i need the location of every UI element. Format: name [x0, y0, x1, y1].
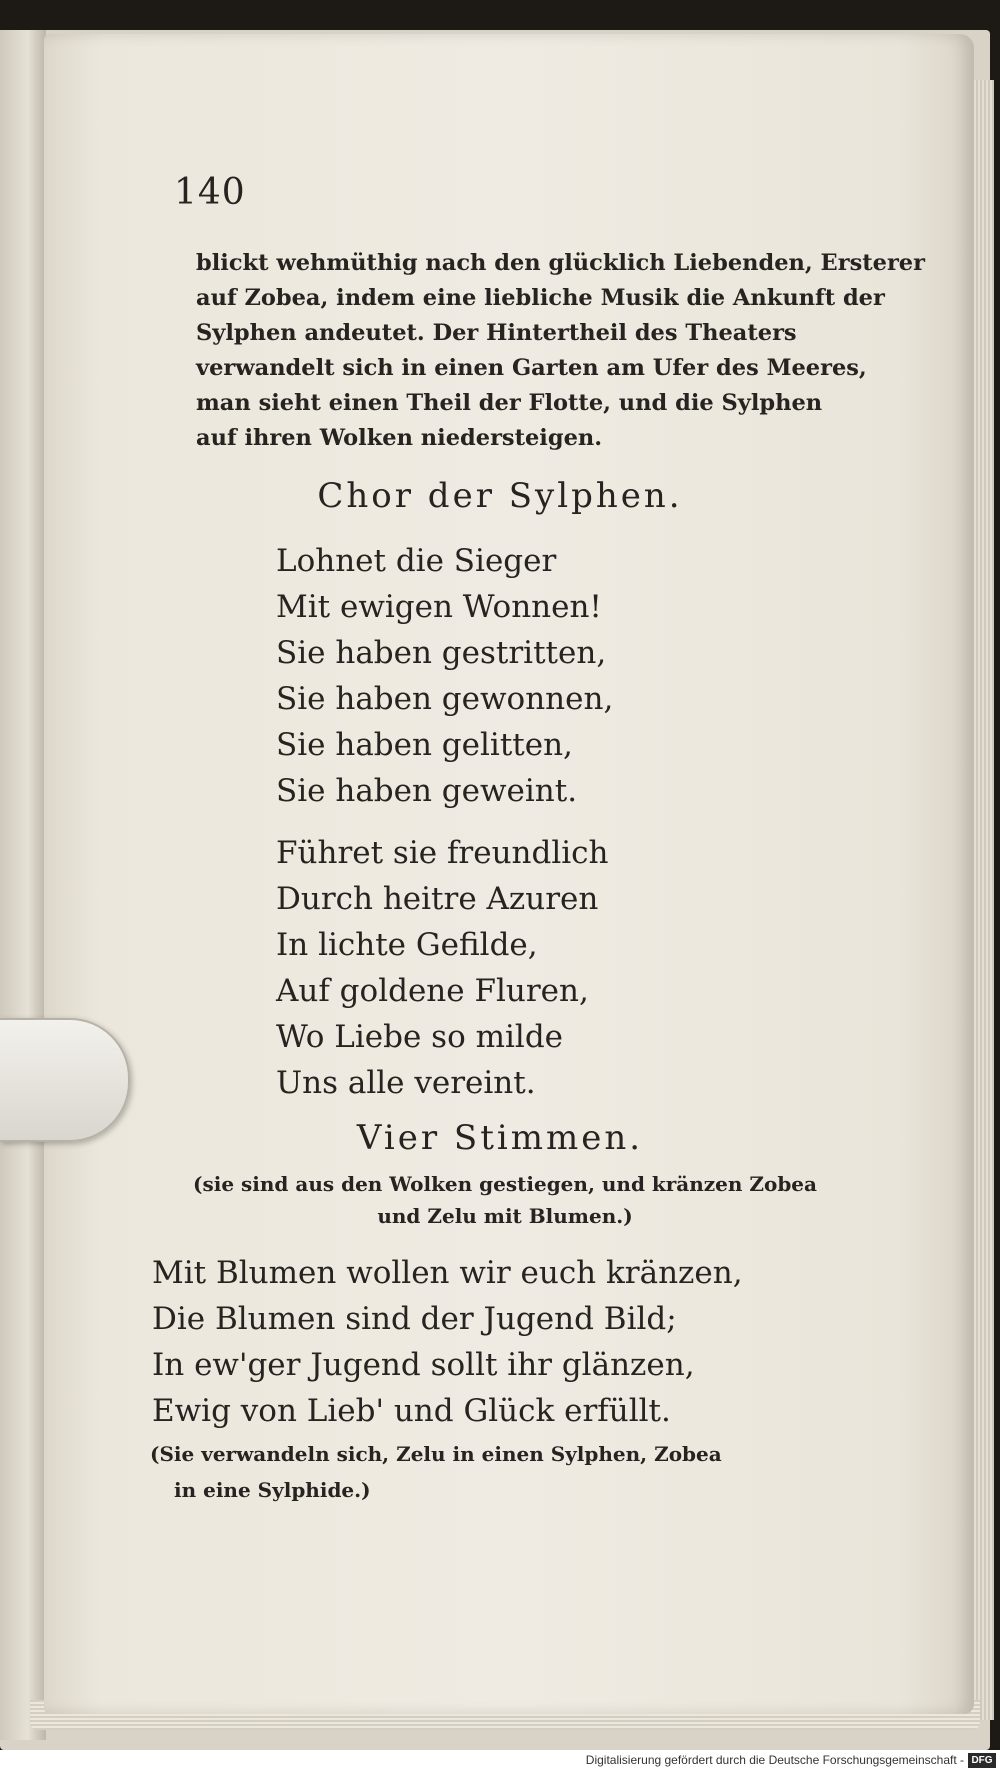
verse-line: Wo Liebe so milde — [276, 1019, 564, 1055]
footer-credit: Digitalisierung gefördert durch die Deutsche Forschungsgemeinschaft - — [585, 1753, 964, 1767]
verse-line: Auf goldene Fluren, — [276, 973, 589, 1009]
verse-line: In ew'ger Jugend sollt ihr glänzen, — [152, 1347, 695, 1383]
stage-direction-1 — [150, 1168, 860, 1232]
heading-chor: Chor der Sylphen. — [317, 476, 683, 516]
verse-line: Lohnet die Sieger — [276, 543, 557, 579]
verse-line: Mit Blumen wollen wir euch kränzen, — [152, 1255, 743, 1291]
stage-direction-2 — [150, 1436, 850, 1508]
stage-direction-intro — [196, 246, 925, 456]
intro-line: verwandelt sich in einen Garten am Ufer des Meeres, — [196, 355, 867, 381]
intro-line: man sieht einen Theil der Flotte, und die Sylphen — [196, 390, 823, 416]
stage-line: in eine Sylphide.) — [174, 1478, 371, 1502]
intro-line: auf Zobea, indem eine liebliche Musik die Ankunft der — [196, 285, 885, 311]
verse-line: In lichte Gefilde, — [276, 927, 538, 963]
stage-line: (sie sind aus den Wolken gestiegen, und kränzen Zobea — [193, 1172, 817, 1196]
stanza-2 — [276, 830, 896, 1106]
heading-vier-stimmen: Vier Stimmen. — [356, 1118, 644, 1158]
verse-line: Sie haben gewonnen, — [276, 681, 614, 717]
page-number: 140 — [174, 172, 246, 213]
stage-line: (Sie verwandeln sich, Zelu in einen Sylphen, Zobea — [150, 1442, 722, 1466]
verse-line: Mit ewigen Wonnen! — [276, 589, 602, 625]
verse-line: Ewig von Lieb' und Glück erfüllt. — [152, 1393, 671, 1429]
intro-line: blickt wehmüthig nach den glücklich Liebenden, Ersterer — [196, 250, 925, 276]
stanza-3 — [152, 1250, 892, 1434]
verse-line: Sie haben gelitten, — [276, 727, 573, 763]
dfg-logo: DFG — [968, 1753, 996, 1768]
left-page-edge — [0, 30, 46, 1740]
verse-line: Führet sie freundlich — [276, 835, 609, 871]
stanza-1 — [276, 538, 896, 814]
footer-bar — [0, 1750, 1000, 1772]
verse-line: Sie haben gestritten, — [276, 635, 607, 671]
verse-line: Sie haben geweint. — [276, 773, 578, 809]
verse-line: Uns alle vereint. — [276, 1065, 536, 1101]
verse-line: Die Blumen sind der Jugend Bild; — [152, 1301, 677, 1337]
verse-line: Durch heitre Azuren — [276, 881, 599, 917]
intro-line: auf ihren Wolken niedersteigen. — [196, 425, 603, 451]
stage-line: und Zelu mit Blumen.) — [377, 1204, 633, 1228]
intro-line: Sylphen andeutet. Der Hintertheil des Theaters — [196, 320, 797, 346]
